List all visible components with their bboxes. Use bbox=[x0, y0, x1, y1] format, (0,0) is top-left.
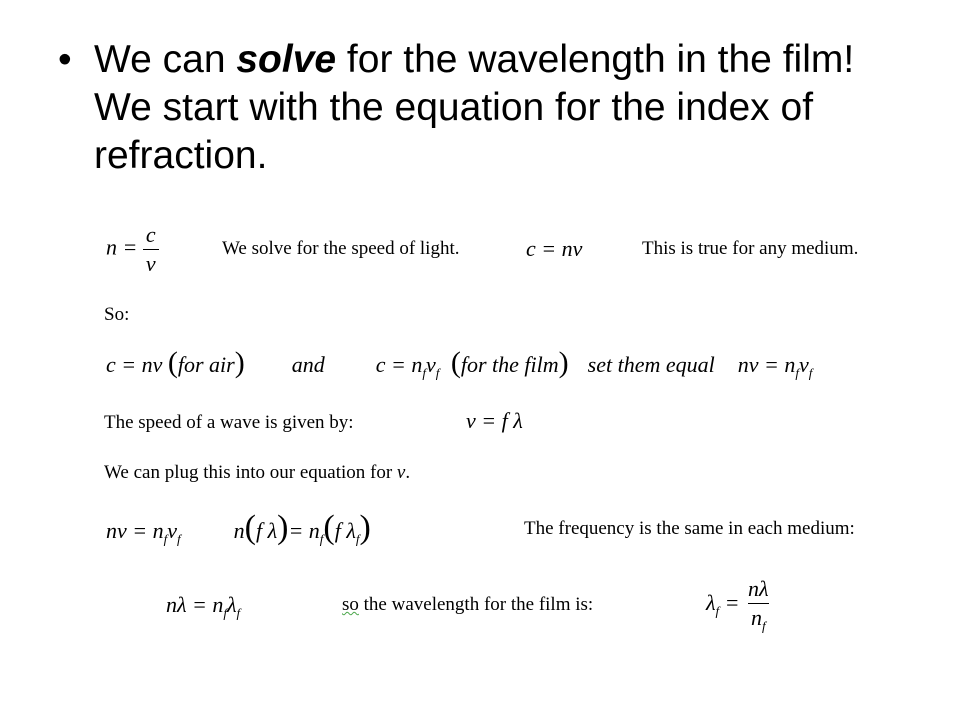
final-numerator: nλ bbox=[748, 576, 769, 601]
and-label: and bbox=[291, 352, 325, 377]
index-eq-lhs: n = bbox=[106, 234, 138, 260]
bullet-suffix: for the wavelength in the film! We start with the equation for the index of refraction. bbox=[94, 38, 855, 177]
wavelength-film-text: so the wavelength for the film is: bbox=[342, 594, 594, 615]
substituted-equation: n(f $\lambda)= n_f(f$ $\lambda_f$) bbox=[233, 509, 371, 547]
final-fraction bbox=[745, 576, 772, 634]
air-equation: c = nv bbox=[106, 352, 163, 377]
final-wavelength-equation: $\lambda_f$ = $\frac{n\lambda}{n_f}$ bbox=[706, 576, 772, 634]
index-equation bbox=[106, 222, 159, 277]
bullet-icon: • bbox=[58, 38, 72, 81]
bullet-text bbox=[94, 36, 894, 180]
wave-speed-equation: v = f λ bbox=[466, 408, 523, 433]
c-over-v-fraction bbox=[143, 222, 159, 277]
set-equal-label: set them equal bbox=[587, 352, 715, 377]
c-equals-nv-equation: c = nv bbox=[526, 236, 583, 261]
final-denominator: $n_f$ bbox=[748, 603, 769, 634]
substitution-equations bbox=[106, 508, 371, 559]
air-film-equations: c = nv (for air) and $c = n_fv_f$ (for the film) set them equal nv = $n_fv_f$ bbox=[106, 346, 813, 381]
for-film-label: for the film bbox=[460, 352, 559, 377]
nv-equation: nv = $n_fv_f$ bbox=[106, 518, 181, 547]
so-word: so bbox=[342, 594, 359, 615]
for-air-label: for air bbox=[177, 352, 235, 377]
same-frequency-text: The frequency is the same in each medium: bbox=[524, 518, 855, 539]
plug-in-text: We can plug this into our equation for v. bbox=[104, 462, 411, 483]
so-label: So: bbox=[104, 304, 130, 325]
bullet-emphasis: solve bbox=[236, 38, 337, 81]
fraction-numerator: c bbox=[145, 222, 156, 247]
fraction-denominator: v bbox=[143, 249, 159, 277]
bullet-prefix: We can bbox=[94, 38, 237, 81]
film-equation: $c = n_fv_f$ bbox=[375, 352, 440, 381]
lambda-equation: $n\lambda = n_f\lambda_f$ bbox=[166, 592, 241, 621]
equal-equation: nv = $n_fv_f$ bbox=[737, 352, 813, 381]
wave-speed-text: The speed of a wave is given by: bbox=[104, 412, 354, 433]
any-medium-text: This is true for any medium. bbox=[642, 238, 859, 259]
solve-speed-text: We solve for the speed of light. bbox=[222, 238, 460, 259]
